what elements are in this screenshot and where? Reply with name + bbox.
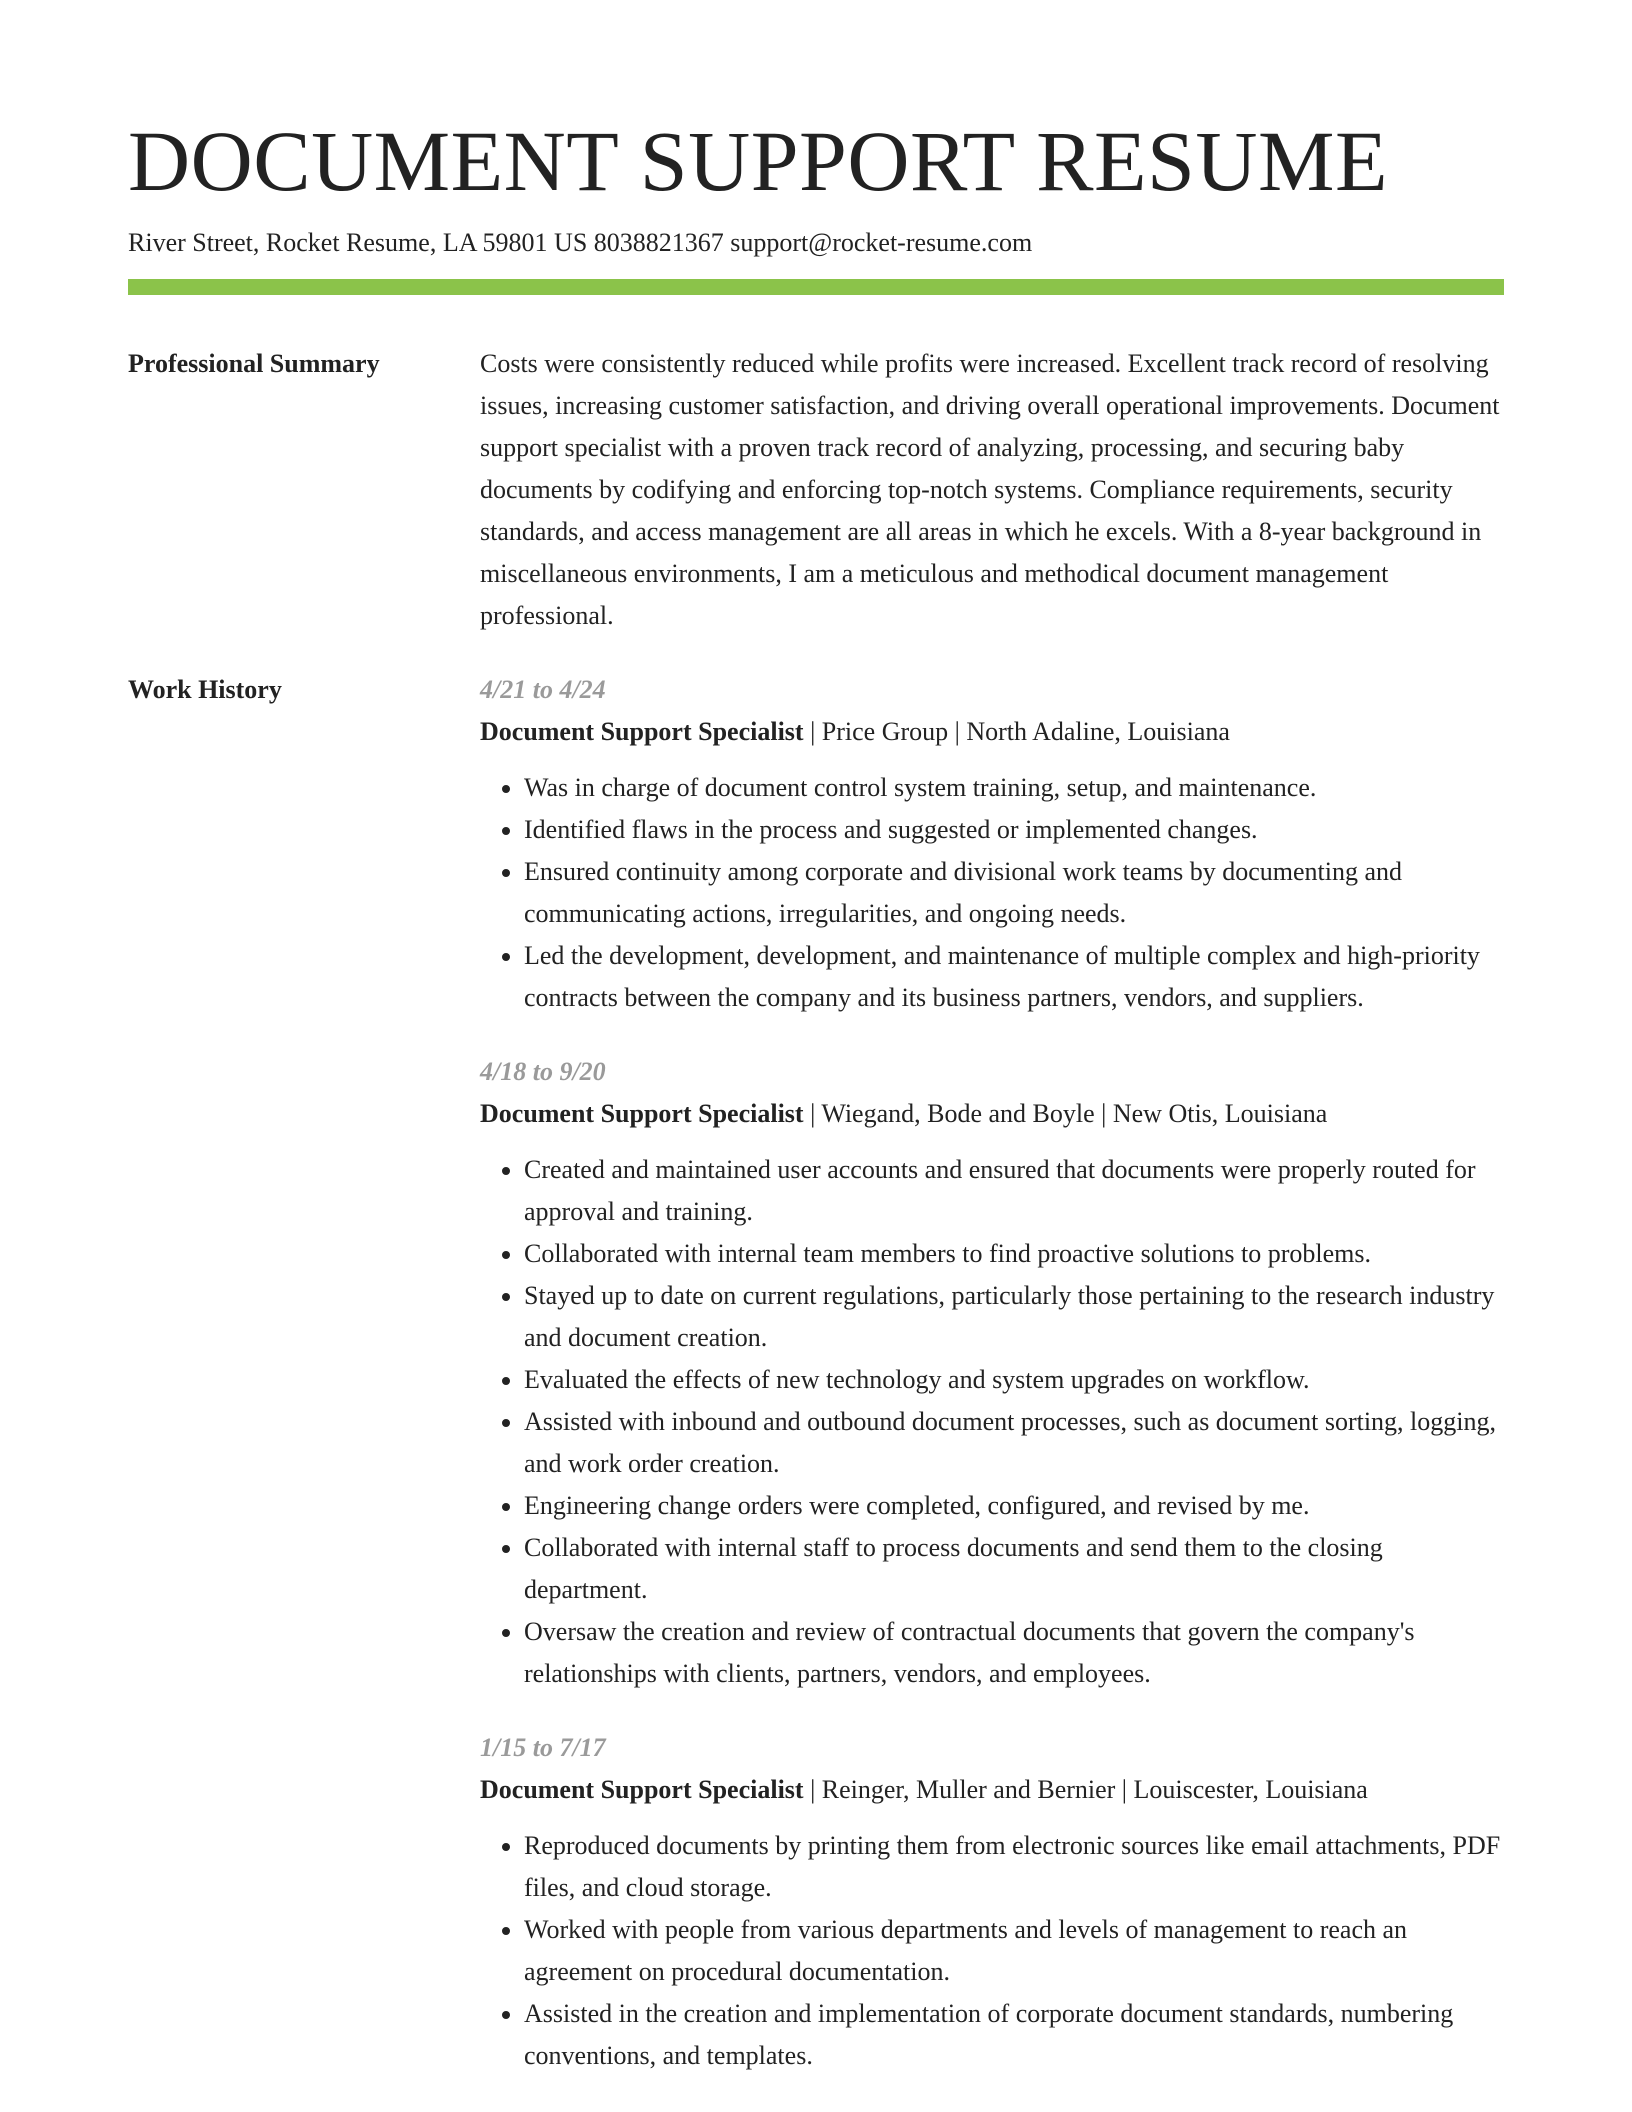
list-item: • Collaborated with internal staff to process documents and send them to the closing department. xyxy=(524,1527,1504,1611)
job-company-location: | Wiegand, Bode and Boyle | New Otis, Louisiana xyxy=(803,1098,1328,1128)
list-item: • Collaborated with internal team members to find proactive solutions to problems. xyxy=(524,1233,1504,1275)
list-item: • Oversaw the creation and review of contractual documents that govern the company's relationships with clients, partners, vendors, and employees. xyxy=(524,1611,1504,1695)
list-item: • Worked with people from various departments and levels of management to reach an agreement on procedural documentation. xyxy=(524,1909,1504,1993)
job-dates: 4/21 to 4/24 xyxy=(480,674,606,704)
list-item: • Was in charge of document control system training, setup, and maintenance. xyxy=(524,767,1504,809)
job-title: Document Support Specialist xyxy=(480,716,804,746)
job-entry xyxy=(480,1727,1504,2077)
section-label-work-history: Work History xyxy=(128,674,282,704)
work-history-section xyxy=(128,669,1504,2109)
contact-line xyxy=(128,226,1504,260)
section-label-summary: Professional Summary xyxy=(128,348,380,378)
list-item: • Created and maintained user accounts and ensured that documents were properly routed for approval and training. xyxy=(524,1149,1504,1233)
contact-address: River Street, Rocket Resume, LA 59801 US xyxy=(128,228,588,257)
job-company-location: | Reinger, Muller and Bernier | Louiscester, Louisiana xyxy=(803,1774,1368,1804)
contact-phone: 8038821367 xyxy=(593,228,724,257)
job-company-location: | Price Group | North Adaline, Louisiana xyxy=(803,716,1230,746)
contact-email[interactable]: support@rocket-resume.com xyxy=(730,228,1033,257)
professional-summary-section xyxy=(128,343,1504,637)
job-entry xyxy=(480,1051,1504,1695)
job-title: Document Support Specialist xyxy=(480,1098,804,1128)
job-title: Document Support Specialist xyxy=(480,1774,804,1804)
list-item: • Led the development, development, and maintenance of multiple complex and high-priority contracts between the company and its business partners, vendors, and suppliers. xyxy=(524,935,1504,1019)
job-heading xyxy=(480,711,1504,753)
list-item: • Assisted in the creation and implementation of corporate document standards, numbering conventions, and templates. xyxy=(524,1993,1504,2077)
job-dates: 1/15 to 7/17 xyxy=(480,1732,606,1762)
job-responsibilities xyxy=(480,767,1504,1019)
summary-text: Costs were consistently reduced while profits were increased. Excellent track record of resolving issues, increasing customer satisfaction, and driving overall operational improvements. Document support specialist with a proven track record of analyzing, processing, and securing baby documents by codifying and enforcing top-notch systems. Compliance requirements, security standards, and access management are all areas in which he excels. With a 8-year background in miscellaneous environments, I am a meticulous and methodical document management professional. xyxy=(480,348,1500,630)
summary-body xyxy=(480,343,1504,637)
list-item: • Reproduced documents by printing them from electronic sources like email attachments, PDF files, and cloud storage. xyxy=(524,1825,1504,1909)
job-dates: 4/18 to 9/20 xyxy=(480,1056,606,1086)
list-item: • Engineering change orders were completed, configured, and revised by me. xyxy=(524,1485,1504,1527)
header-divider xyxy=(128,279,1504,295)
list-item: • Identified flaws in the process and suggested or implemented changes. xyxy=(524,809,1504,851)
list-item: • Stayed up to date on current regulations, particularly those pertaining to the research industry and document creation. xyxy=(524,1275,1504,1359)
job-responsibilities xyxy=(480,1149,1504,1695)
work-history-body xyxy=(480,669,1504,2109)
job-heading xyxy=(480,1769,1504,1811)
job-entry xyxy=(480,669,1504,1019)
job-responsibilities xyxy=(480,1825,1504,2077)
job-heading xyxy=(480,1093,1504,1135)
list-item: • Assisted with inbound and outbound document processes, such as document sorting, logging, and work order creation. xyxy=(524,1401,1504,1485)
resume-title: DOCUMENT SUPPORT RESUME xyxy=(128,113,1388,209)
list-item: • Evaluated the effects of new technology and system upgrades on workflow. xyxy=(524,1359,1504,1401)
list-item: • Ensured continuity among corporate and divisional work teams by documenting and communicating actions, irregularities, and ongoing needs. xyxy=(524,851,1504,935)
